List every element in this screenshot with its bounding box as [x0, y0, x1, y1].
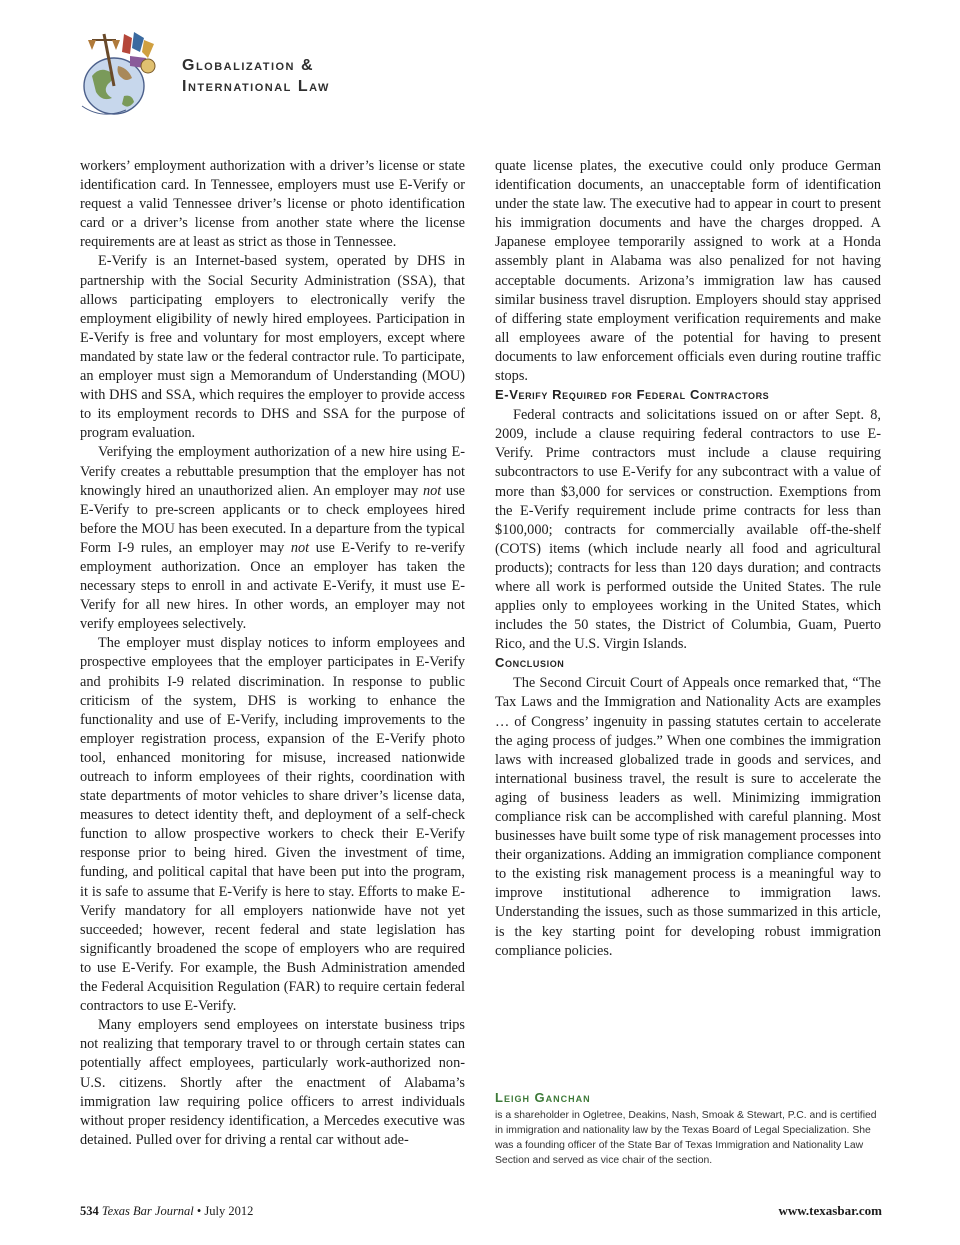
website-link[interactable]: www.texasbar.com — [778, 1203, 882, 1218]
paragraph: Many employers send employees on interstate business trips not realizing that temporary travel to or through certain states can potentially affect employees, particularly work-authorized non-U.S. citizens. Shortly after the enactment of Alabama’s immigration law requiring police officers to arrest individuals without proper residency identification, a Mercedes executive was detained. Pulled over for driving a rental car without ade- — [80, 1017, 465, 1148]
paragraph-everify-presumption — [80, 443, 465, 634]
author-bio-box — [495, 1090, 883, 1168]
text-run: Verifying the employment authorization of a new hire using E-Verify creates a rebuttable presumption that the employer has not knowingly hired an unauthorized alien. An employer may — [80, 444, 465, 499]
issue-date: July 2012 — [204, 1204, 254, 1218]
paragraph: The employer must display notices to inform employees and prospective employees that the employer participates in E-Verify and prohibits I-9 related discrimination. In response to public criticism of the system, DHS is working to enhance the functionality and use of E-Verify, including improvements to the employer registration process, expansion of the E-Verify photo tool, enhanced monitoring for misuse, increased nationwide outreach to inform employees of their rights, coordination with state departments of motor vehicles to share driver’s license data, measures to detect identity theft, and deployment of a self-check function to allow prospective workers to check their E-Verify response prior to being hired. Given the investment of time, funding, and political capital that have been put into the program, it is safe to assume that E-Verify is here to stay. Efforts to make E-Verify mandatory for all employers nationwide have not yet succeeded; however, recent federal and state legislation has significantly broadened the scope of employers who are required to use E-Verify. For example, the Bush Administration amended the Federal Acquisition Regulation (FAR) to require certain federal contractors to use E-Verify. — [80, 635, 465, 1015]
paragraph: E-Verify is an Internet-based system, operated by DHS in partnership with the Social Security Administration (SSA), that allows participating employers to electronically verify the employment eligibility of newly hired employees. Participation in E-Verify is free and voluntary for most employers, except where mandated by state law or the federal contractor rule. To participate, an employer must sign a Memorandum of Understanding (MOU) with DHS and SSA, which requires the employer to provide access to its employment records to DHS and SSA for the purpose of program evaluation. — [80, 253, 465, 442]
paragraph: quate license plates, the executive could only produce German identification documents, an unacceptable form of identification under the state law. The executive had to appear in court to present his immigration documents and have the charges dropped. A Japanese employee temporarily assigned to work at a Honda assembly plant in Alabama was also penalized for not having acceptable documents. Arizona’s immigration law has caused similar business travel disruption. Employers should stay apprised of differing state employment verification requirements and make all employees aware of the potential for having to present documents to law enforcement officials even during routine traffic stops. — [495, 158, 881, 385]
globalization-logo-icon — [74, 26, 178, 124]
section-title-line1: Globalization & — [182, 57, 315, 74]
section-title-line2: International Law — [182, 78, 330, 95]
journal-name: Texas Bar Journal — [101, 1204, 194, 1218]
page-number: 534 — [80, 1204, 99, 1218]
author-name: Leigh Ganchan — [495, 1090, 591, 1105]
section-heading-federal-contractors: E-Verify Required for Federal Contractors — [495, 387, 770, 403]
section-title — [182, 55, 330, 97]
footer-separator: • — [196, 1204, 202, 1218]
text-run: use E-Verify to pre-screen applicants or to check employees hired before the MOU has been executed. In a departure from the typical Form I-9 rules, an employer may — [80, 482, 465, 556]
section-heading-conclusion: Conclusion — [495, 655, 565, 671]
paragraph: The Second Circuit Court of Appeals once remarked that, “The Tax Laws and the Immigration and Nationality Acts are examples … of Congress’ ingenuity in passing statutes certain to accelerate the aging process of judges.” When one combines the immigration laws with increased globalized trade in goods and services, and international business travel, the result is sure to accelerate the aging of business leaders as well. Minimizing immigration compliance risk can be accomplished with careful planning. Most businesses have built some type of risk management processes into their organizations. Adding an immigration compliance component to the existing risk management process is a meaningful way to improve institutional adherence to immigration laws. Understanding the issues, such as those summarized in this article, is the key starting point for developing robust immigration compliance policies. — [495, 675, 881, 959]
page-footer — [80, 1202, 882, 1222]
paragraph: workers’ employment authorization with a driver’s license or state identification card. In Tennessee, employers must use E-Verify or request a valid Tennessee driver’s license or photo identification card or a driver’s license from another state where the license requirements are at least as strict as those in Tennessee. — [80, 158, 465, 251]
emphasis: not — [290, 539, 310, 556]
text-run: use E-Verify to re-verify employment authorization. Once an employer has taken the necessary steps to enroll in and activate E-Verify, it must use E-Verify for all new hires. In other words, an employer may not verify employees selectively. — [80, 539, 466, 633]
author-bio: is a shareholder in Ogletree, Deakins, Nash, Smoak & Stewart, P.C. and is certified in immigration and nationality law by the Texas Board of Legal Specialization. She was a founding officer of the State Bar of Texas Immigration and Nationality Law Section and served as vice chair of the section. — [495, 1110, 877, 1166]
section-header — [74, 26, 494, 130]
paragraph: Federal contracts and solicitations issued on or after Sept. 8, 2009, include a clause requiring federal contractors to use E-Verify. Prime contractors must include a clause requiring subcontractors to use E-Verify for any subcontract with a value of more than $3,000 for services or construction. Exemptions from the E-Verify requirement include prime contracts for less than $100,000; contracts for commercially available off-the-shelf (COTS) items (which include nearly all food and agricultural products); contracts for less than 120 days duration; and contracts where all work is performed outside the United States. The rule applies only to employees working in the United States, which includes the 50 states, the District of Columbia, Guam, Puerto Rico, and the U.S. Virgin Islands. — [495, 407, 881, 653]
emphasis: not — [422, 482, 442, 499]
right-column — [495, 157, 881, 961]
left-column — [80, 157, 465, 1150]
